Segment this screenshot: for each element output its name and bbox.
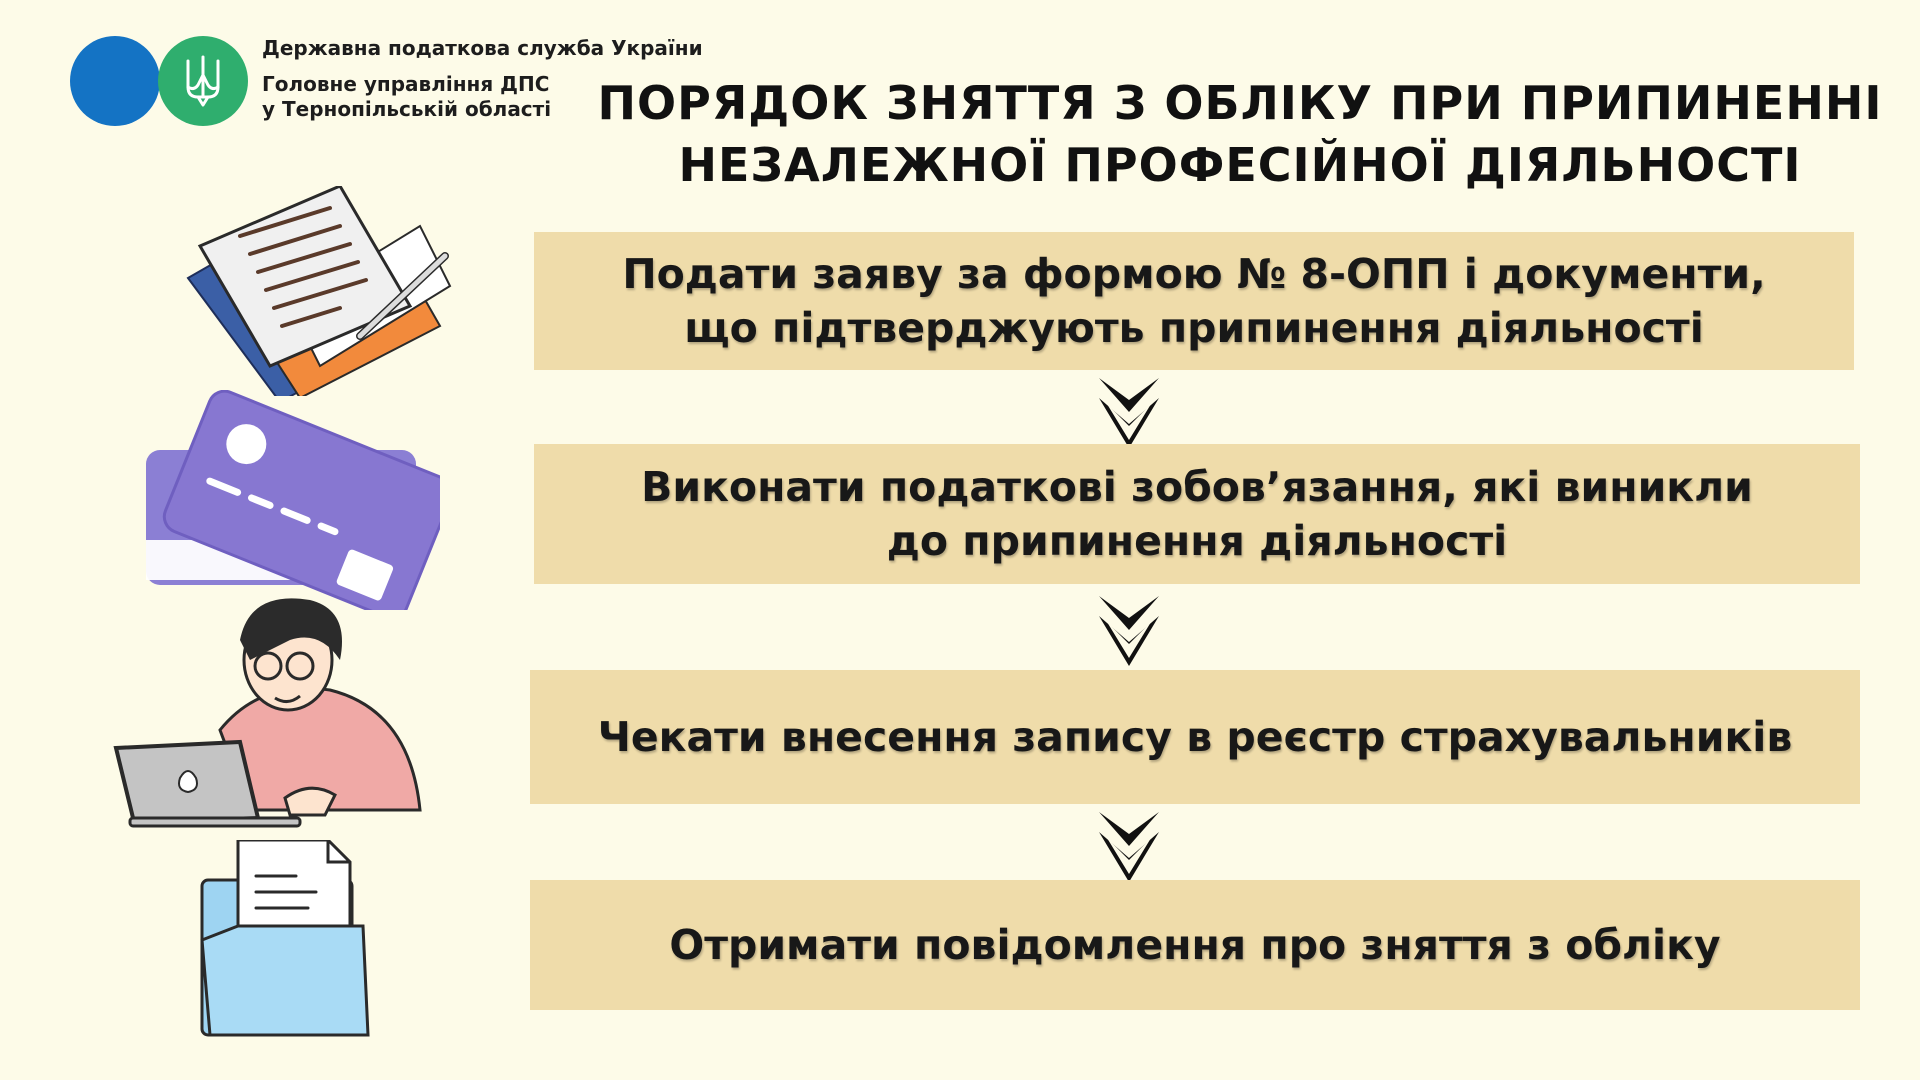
folder-icon (198, 840, 373, 1040)
org-name: Державна податкова служба України (262, 36, 703, 60)
step-1-box (534, 232, 1854, 370)
page-title (590, 72, 1890, 196)
step-2-box (534, 444, 1860, 584)
trident-icon (180, 53, 226, 109)
logo-green-circle (158, 36, 248, 126)
title-line2: НЕЗАЛЕЖНОЇ ПРОФЕСІЙНОЇ ДІЯЛЬНОСТІ (678, 138, 1802, 192)
title-line1: ПОРЯДОК ЗНЯТТЯ З ОБЛІКУ ПРИ ПРИПИНЕННІ (597, 76, 1883, 130)
credit-card-icon (140, 390, 440, 610)
person-laptop-icon (110, 590, 430, 830)
step-2-line1: Виконати податкові зобов’язання, які виникли (641, 463, 1753, 511)
org-subtitle-line1: Головне управління ДПС (262, 72, 550, 96)
dps-logo (70, 36, 250, 126)
chevron-down-icon (1097, 592, 1161, 668)
chevron-down-icon (1097, 374, 1161, 450)
step-1-line1: Подати заяву за формою № 8-ОПП і документи, (622, 250, 1766, 298)
org-subtitle-line2: у Тернопільській області (262, 97, 552, 121)
logo-blue-circle (70, 36, 160, 126)
step-4-line1: Отримати повідомлення про зняття з обліку (669, 921, 1721, 969)
step-3-line1: Чекати внесення запису в реєстр страхувальників (597, 713, 1793, 761)
step-4-box (530, 880, 1860, 1010)
documents-icon (170, 186, 460, 396)
step-3-box (530, 670, 1860, 804)
step-2-line2: до припинення діяльності (886, 517, 1508, 565)
step-1-line2: що підтверджують припинення діяльності (684, 304, 1704, 352)
chevron-down-icon (1097, 808, 1161, 884)
